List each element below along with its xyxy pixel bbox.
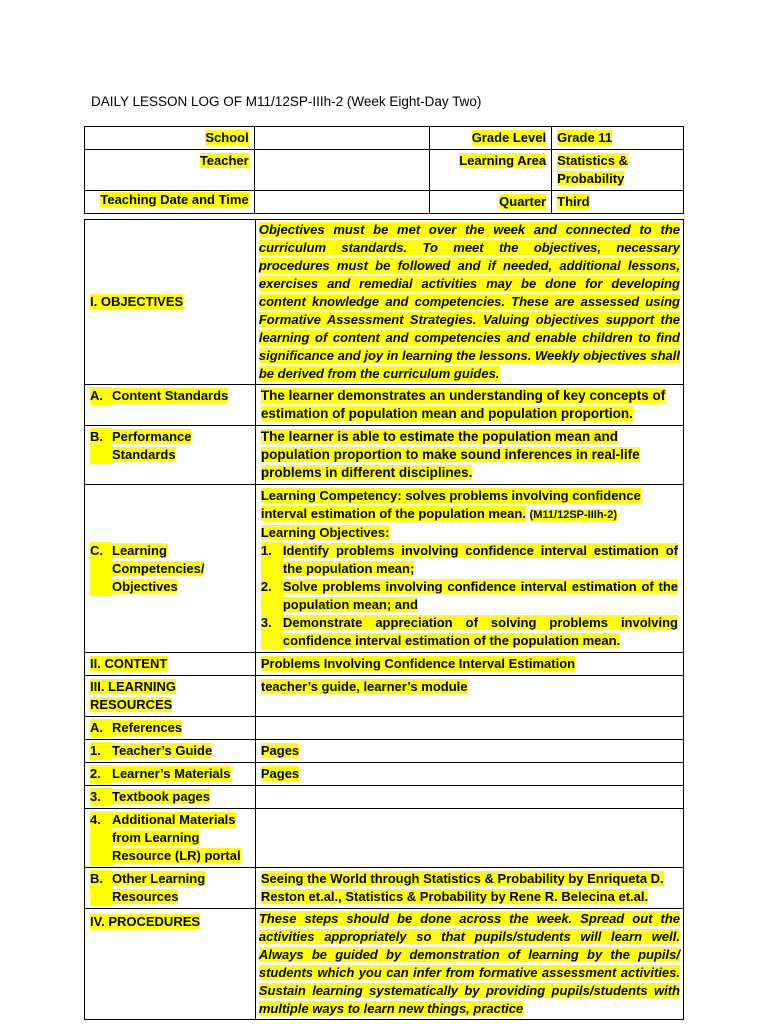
teachers-guide-value-cell (255, 740, 683, 763)
lesson-table (84, 219, 684, 1020)
learning-competency: Learning Competency: solves problems involving confidence interval estimation of the population mean. (260, 488, 641, 521)
teacher-label-cell (85, 150, 255, 191)
learning-objectives-label: Learning Objectives: (260, 525, 390, 540)
grade-level-value-cell (552, 127, 684, 150)
date-label-cell (85, 191, 255, 214)
content-value-cell (255, 653, 683, 676)
quarter-label: Quarter (499, 194, 547, 209)
performance-standards-label-cell (85, 426, 256, 485)
performance-standards-num: B. (90, 428, 112, 464)
procedures-row (85, 909, 684, 1020)
document-title: DAILY LESSON LOG OF M11/12SP-IIIh-2 (Week Eight-Day Two) (91, 94, 482, 109)
learners-materials-label-cell (85, 763, 256, 786)
additional-materials-label: Additional Materials from Learning Resource (LR) portal (112, 812, 241, 863)
objective-text: Identify problems involving confidence interval estimation of the population mean; (282, 543, 678, 576)
teachers-guide-pages: Pages (260, 743, 300, 758)
objective-text: Solve problems involving confidence interval estimation of the population mean; and (282, 579, 678, 612)
additional-materials-num: 4. (90, 811, 112, 865)
header-row-teacher (85, 150, 684, 191)
performance-standards-value-cell (255, 426, 683, 485)
header-row-school (85, 127, 684, 150)
teacher-value-cell[interactable] (254, 150, 430, 191)
content-label-cell (85, 653, 256, 676)
header-table (84, 126, 684, 214)
resources-value: teacher’s guide, learner’s module (260, 679, 468, 694)
grade-level-label-cell (430, 127, 552, 150)
other-resources-value: Seeing the World through Statistics & Probability by Enriqueta D. Reston et.al., Statistics & Probability by Rene R. Belecina et.al. (260, 871, 664, 904)
content-standards-value-cell (255, 385, 683, 426)
references-row (85, 717, 684, 740)
teachers-guide-label-cell (85, 740, 256, 763)
content-value: Problems Involving Confidence Interval Estimation (260, 656, 576, 671)
references-value-cell (255, 717, 683, 740)
learners-materials-pages: Pages (260, 766, 300, 781)
procedures-label: IV. PROCEDURES (90, 914, 201, 929)
procedures-note: These steps should be done across the week. Spread out the activities appropriately so that pupils/students will learn well. Always be guided by demonstration of learning by the pupils/ students which you can infer from formative assessment activities. Sustain learning systematically by providing pupils/students with multiple ways to learn new things, practice (258, 911, 680, 1016)
teachers-guide-label: Teacher’s Guide (112, 743, 213, 758)
teachers-guide-num: 1. (90, 742, 112, 760)
objectives-note-cell (255, 220, 683, 385)
procedures-label-cell (85, 909, 256, 1020)
other-resources-num: B. (90, 870, 112, 906)
performance-standards-label: Performance Standards (112, 429, 192, 462)
teachers-guide-row (85, 740, 684, 763)
references-label: References (112, 720, 183, 735)
objective-num: 3. (261, 614, 283, 650)
resources-label-cell (85, 676, 256, 717)
learners-materials-value-cell (255, 763, 683, 786)
additional-materials-label-cell (85, 809, 256, 868)
quarter-value-cell (552, 191, 684, 214)
quarter-value: Third (557, 194, 590, 209)
learners-materials-num: 2. (90, 765, 112, 783)
textbook-row (85, 786, 684, 809)
school-label: School (205, 130, 249, 145)
references-label-cell (85, 717, 256, 740)
procedures-note-cell (255, 909, 683, 1020)
quarter-label-cell (430, 191, 552, 214)
objective-text: Demonstrate appreciation of solving problems involving confidence interval estimation of the population mean. (282, 615, 678, 648)
other-resources-label: Other Learning Resources (112, 871, 206, 904)
school-value-cell[interactable] (254, 127, 430, 150)
competencies-row (85, 485, 684, 653)
objectives-note: Objectives must be met over the week and connected to the curriculum standards. To meet the objectives, necessary procedures must be followed and if needed, additional lessons, exercises and remedial activities may be done for developing content knowledge and competencies. These are assessed using Formative Assessment Strategies. Valuing objectives support the learning of content and competencies and enable children to find significance and joy in learning the lessons. Weekly objectives shall be derived from the curriculum guides. (258, 222, 680, 381)
school-label-cell (85, 127, 255, 150)
resources-value-cell (255, 676, 683, 717)
other-resources-label-cell (85, 868, 256, 909)
learning-area-label: Learning Area (459, 153, 547, 168)
learners-materials-label: Learner’s Materials (112, 766, 231, 781)
learning-area-label-cell (430, 150, 552, 191)
competency-code: (M11/12SP-IIIh-2) (529, 509, 617, 521)
performance-standards-value: The learner is able to estimate the population mean and population proportion to make sound inferences in real-life problems in different disciplines. (260, 429, 640, 480)
date-value-cell[interactable] (254, 191, 430, 214)
textbook-label-cell (85, 786, 256, 809)
teacher-label: Teacher (199, 153, 249, 168)
textbook-label: Textbook pages (112, 789, 211, 804)
additional-materials-value-cell (255, 809, 683, 868)
grade-level-label: Grade Level (471, 130, 547, 145)
textbook-num: 3. (90, 788, 112, 806)
textbook-value-cell (255, 786, 683, 809)
grade-level-value: Grade 11 (557, 130, 613, 145)
objectives-label: I. OBJECTIVES (90, 294, 184, 309)
competencies-label-cell (85, 485, 256, 653)
content-standards-label: Content Standards (112, 388, 229, 403)
references-num: A. (90, 719, 112, 737)
content-standards-value: The learner demonstrates an understanding of key concepts of estimation of population mean and population proportion. (260, 388, 666, 421)
content-label: II. CONTENT (90, 656, 168, 671)
objective-item (261, 542, 678, 578)
competencies-num: C. (90, 542, 112, 596)
objective-num: 2. (261, 578, 283, 614)
header-row-date (85, 191, 684, 214)
objectives-label-cell (85, 220, 256, 385)
objective-item (261, 614, 678, 650)
learning-area-value-cell (552, 150, 684, 191)
objective-num: 1. (261, 542, 283, 578)
content-standards-label-cell (85, 385, 256, 426)
objective-item (261, 578, 678, 614)
other-resources-row (85, 868, 684, 909)
content-standards-num: A. (90, 387, 112, 405)
other-resources-value-cell (255, 868, 683, 909)
objectives-row (85, 220, 684, 385)
additional-materials-row (85, 809, 684, 868)
content-standards-row (85, 385, 684, 426)
learning-area-value: Statistics & Probability (557, 153, 628, 186)
learners-materials-row (85, 763, 684, 786)
date-label: Teaching Date and Time (100, 192, 249, 207)
competencies-value-cell (255, 485, 683, 653)
resources-row (85, 676, 684, 717)
resources-label: III. LEARNING RESOURCES (90, 679, 176, 712)
content-row (85, 653, 684, 676)
competencies-label: Learning Competencies/ Objectives (112, 542, 205, 594)
performance-standards-row (85, 426, 684, 485)
